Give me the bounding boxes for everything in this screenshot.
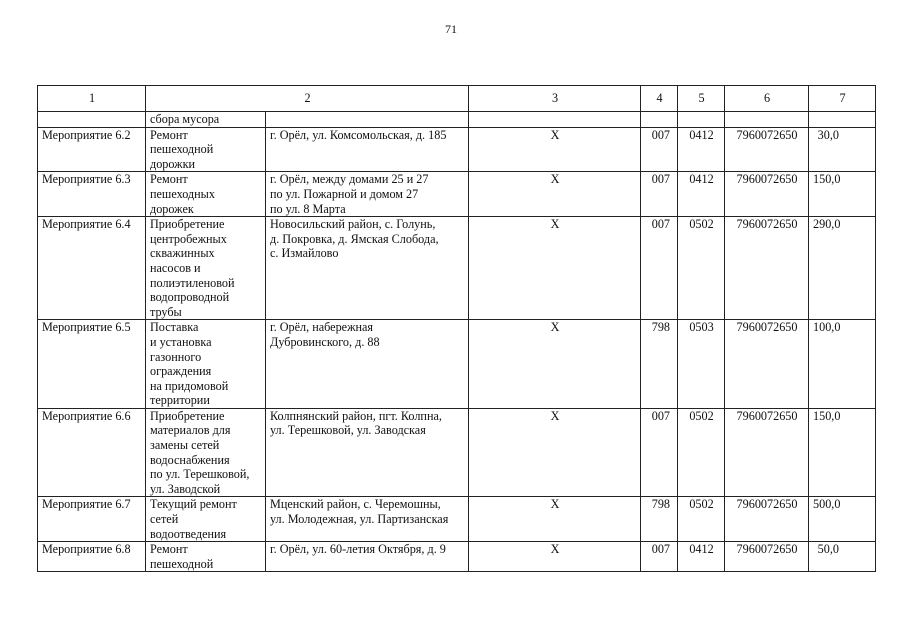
cell-col5: 0503 xyxy=(678,320,725,409)
cell-address-line: г. Орёл, ул. Комсомольская, д. 185 xyxy=(270,127,447,142)
cell-address xyxy=(266,320,469,409)
cell-name xyxy=(146,320,266,409)
cell-name-line: замены сетей xyxy=(150,438,220,453)
table-row xyxy=(38,217,876,320)
cell-name-line: скважинных xyxy=(150,246,215,261)
cell-col6 xyxy=(725,112,809,128)
cell-col4: 007 xyxy=(641,542,678,572)
cell-col3: Х xyxy=(469,172,641,217)
cell-col3: Х xyxy=(469,408,641,497)
table-row xyxy=(38,497,876,542)
cell-id: Мероприятие 6.5 xyxy=(38,320,146,409)
cell-name xyxy=(146,127,266,172)
header-row xyxy=(38,86,876,112)
cell-id: Мероприятие 6.3 xyxy=(38,172,146,217)
cell-address xyxy=(266,542,469,572)
cell-address-line: г. Орёл, ул. 60-летия Октября, д. 9 xyxy=(270,542,446,557)
cell-name-line: Ремонт xyxy=(150,172,188,187)
cell-col5: 0502 xyxy=(678,408,725,497)
table-row xyxy=(38,320,876,409)
cell-name-line: Приобретение xyxy=(150,408,225,423)
cell-address-line: ул. Молодежная, ул. Партизанская xyxy=(270,512,449,527)
header-col-1: 1 xyxy=(38,86,146,112)
cell-col6: 7960072650 xyxy=(725,408,809,497)
cell-col7 xyxy=(809,112,876,128)
cell-name-line: ул. Заводской xyxy=(150,481,221,496)
cell-name-line: дорожки xyxy=(150,156,196,171)
cell-name-line: водоснабжения xyxy=(150,452,230,467)
cell-col3: Х xyxy=(469,320,641,409)
cell-name xyxy=(146,112,266,128)
cell-address xyxy=(266,217,469,320)
cell-col4: 007 xyxy=(641,408,678,497)
cell-id: Мероприятие 6.2 xyxy=(38,127,146,172)
table-row xyxy=(38,172,876,217)
cell-col4 xyxy=(641,112,678,128)
cell-col5: 0412 xyxy=(678,172,725,217)
cell-col4: 798 xyxy=(641,497,678,542)
cell-address xyxy=(266,112,469,128)
cell-name-line: ограждения xyxy=(150,364,212,379)
cell-address-line: Новосильский район, с. Голунь, xyxy=(270,217,436,232)
cell-address xyxy=(266,127,469,172)
measures-table xyxy=(37,85,876,572)
cell-name-line: по ул. Терешковой, xyxy=(150,467,250,482)
cell-name-line: дорожек xyxy=(150,201,194,216)
cell-col5: 0502 xyxy=(678,497,725,542)
cell-name-line: территории xyxy=(150,393,210,408)
cell-col7: 100,0 xyxy=(809,320,876,409)
cell-name xyxy=(146,497,266,542)
cell-col4: 007 xyxy=(641,127,678,172)
cell-name-line: Ремонт xyxy=(150,127,188,142)
cell-name xyxy=(146,217,266,320)
cell-col7: 290,0 xyxy=(809,217,876,320)
cell-name-line: Текущий ремонт xyxy=(150,497,237,512)
cell-id: Мероприятие 6.7 xyxy=(38,497,146,542)
cell-col6: 7960072650 xyxy=(725,320,809,409)
cell-address-line: ул. Терешковой, ул. Заводская xyxy=(270,423,426,438)
cell-address xyxy=(266,408,469,497)
cell-col4: 007 xyxy=(641,172,678,217)
header-col-6: 6 xyxy=(725,86,809,112)
cell-name-line: полиэтиленовой xyxy=(150,275,235,290)
cell-col7: 150,0 xyxy=(809,408,876,497)
cell-col5: 0412 xyxy=(678,127,725,172)
cell-col6: 7960072650 xyxy=(725,172,809,217)
cell-address-line: по ул. 8 Марта xyxy=(270,201,346,216)
cell-col5: 0412 xyxy=(678,542,725,572)
cell-name-line: Поставка xyxy=(150,320,199,335)
cell-col6: 7960072650 xyxy=(725,542,809,572)
cell-name-line: пешеходных xyxy=(150,186,215,201)
cell-name-line: водоотведения xyxy=(150,526,227,541)
cell-id: Мероприятие 6.4 xyxy=(38,217,146,320)
cell-col3: Х xyxy=(469,127,641,172)
table-row xyxy=(38,127,876,172)
cell-col3 xyxy=(469,112,641,128)
header-col-2: 2 xyxy=(146,86,469,112)
cell-id: Мероприятие 6.8 xyxy=(38,542,146,572)
cell-name-line: сетей xyxy=(150,512,179,527)
cell-name-line: материалов для xyxy=(150,423,231,438)
cell-name-line: водопроводной xyxy=(150,290,230,305)
cell-name-line: газонного xyxy=(150,349,202,364)
page-number: 71 xyxy=(445,22,457,36)
continued-row xyxy=(38,112,876,128)
header-col-4: 4 xyxy=(641,86,678,112)
cell-col4: 007 xyxy=(641,217,678,320)
cell-col7: 50,0 xyxy=(809,542,876,572)
cell-name-line: сбора мусора xyxy=(150,112,220,126)
cell-address-line: с. Измайлово xyxy=(270,246,339,261)
cell-address-line: г. Орёл, набережная xyxy=(270,320,374,335)
cell-address xyxy=(266,172,469,217)
cell-name-line: пешеходной xyxy=(150,556,214,571)
cell-id: Мероприятие 6.6 xyxy=(38,408,146,497)
cell-col3: Х xyxy=(469,497,641,542)
cell-col3: Х xyxy=(469,217,641,320)
cell-name-line: Ремонт xyxy=(150,542,188,557)
cell-name-line: насосов и xyxy=(150,260,201,275)
cell-address-line: г. Орёл, между домами 25 и 27 xyxy=(270,172,429,187)
cell-address-line: Мценский район, с. Черемошны, xyxy=(270,497,441,512)
cell-col7: 500,0 xyxy=(809,497,876,542)
cell-col7: 30,0 xyxy=(809,127,876,172)
cell-address-line: д. Покровка, д. Ямская Слобода, xyxy=(270,231,439,246)
cell-col4: 798 xyxy=(641,320,678,409)
cell-col7: 150,0 xyxy=(809,172,876,217)
header-col-7: 7 xyxy=(809,86,876,112)
cell-id xyxy=(38,112,146,128)
cell-name xyxy=(146,172,266,217)
cell-name-line: трубы xyxy=(150,304,182,319)
cell-name xyxy=(146,408,266,497)
cell-address-line: по ул. Пожарной и домом 27 xyxy=(270,186,419,201)
cell-col5: 0502 xyxy=(678,217,725,320)
cell-col5 xyxy=(678,112,725,128)
cell-col6: 7960072650 xyxy=(725,497,809,542)
header-col-5: 5 xyxy=(678,86,725,112)
cell-name xyxy=(146,542,266,572)
cell-col6: 7960072650 xyxy=(725,127,809,172)
cell-name-line: на придомовой xyxy=(150,378,229,393)
header-col-3: 3 xyxy=(469,86,641,112)
cell-name-line: и установка xyxy=(150,334,212,349)
table-row xyxy=(38,408,876,497)
cell-address xyxy=(266,497,469,542)
cell-name-line: Приобретение xyxy=(150,217,225,232)
cell-col6: 7960072650 xyxy=(725,217,809,320)
table-row xyxy=(38,542,876,572)
cell-name-line: пешеходной xyxy=(150,142,214,157)
cell-address-line: Дубровинского, д. 88 xyxy=(270,334,380,349)
cell-address-line: Колпнянский район, пгт. Колпна, xyxy=(270,408,442,423)
cell-name-line: центробежных xyxy=(150,231,227,246)
cell-col3: Х xyxy=(469,542,641,572)
